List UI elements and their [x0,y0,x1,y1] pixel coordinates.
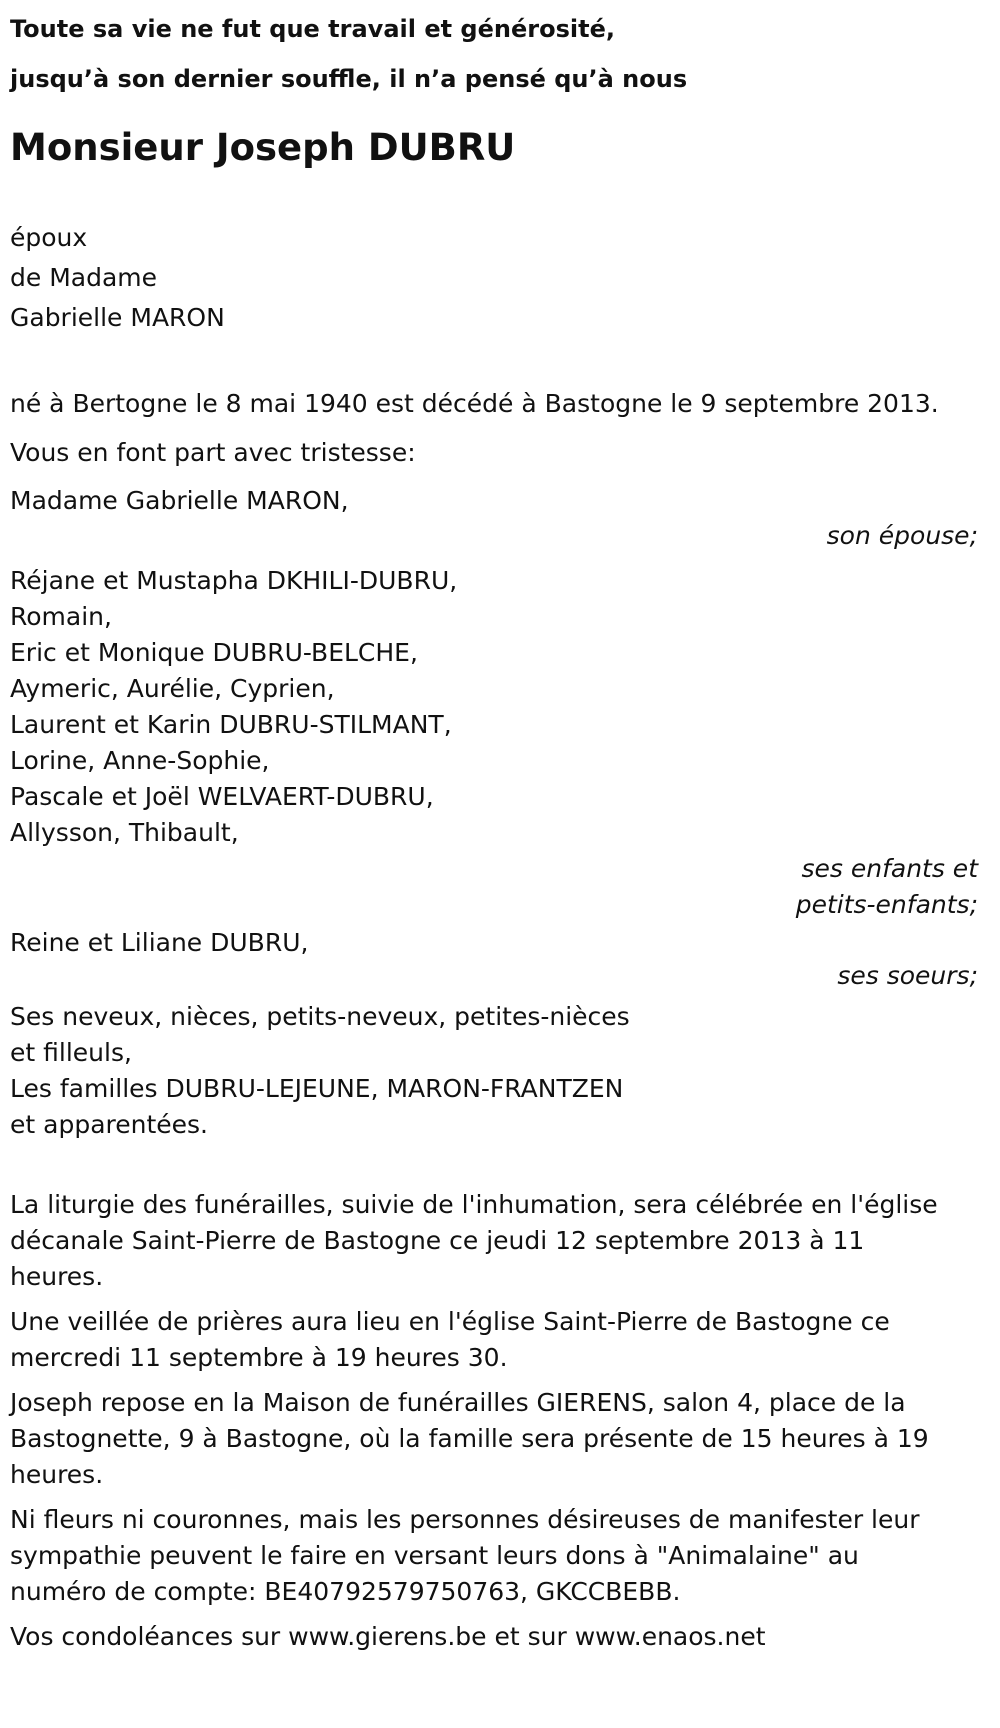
paragraph-funeral-home [10,1385,990,1493]
family-other-line: Les familles DUBRU-LEJEUNE, MARON-FRANTZEN [10,1074,624,1103]
spouse-line: Gabrielle MARON [10,303,225,332]
paragraph-condolences [10,1619,990,1655]
paragraph-line: Ni fleurs ni couronnes, mais les personnes désireuses de manifester leur [10,1505,920,1534]
paragraph-donations [10,1502,990,1610]
family-name-line: Madame Gabrielle MARON, [10,486,349,515]
family-group-soeurs [10,925,990,991]
birth-death-line: né à Bertogne le 8 mai 1940 est décédé à Bastogne le 9 septembre 2013. [10,389,939,418]
family-name-line: Eric et Monique DUBRU-BELCHE, [10,638,418,667]
spouse-block [10,218,990,338]
family-role: ses enfants et [801,854,978,883]
family-name-line: Réjane et Mustapha DKHILI-DUBRU, [10,566,458,595]
family-name-line: Allysson, Thibault, [10,818,239,847]
paragraph-line: sympathie peuvent le faire en versant leurs dons à "Animalaine" au [10,1541,859,1570]
family-other-line: Ses neveux, nièces, petits-neveux, petites-nièces [10,1002,630,1031]
paragraph-liturgy [10,1187,990,1295]
family-other-line: et apparentées. [10,1110,208,1139]
family-name-line: Romain, [10,602,112,631]
obituary-page [0,4,1000,1728]
paragraph-vigil [10,1304,990,1376]
paragraph-line: Vos condoléances sur www.gierens.be et sur www.enaos.net [10,1622,766,1651]
family-others [10,999,990,1143]
family-other-line: et filleuls, [10,1038,132,1067]
family-name-line: Aymeric, Aurélie, Cyprien, [10,674,335,703]
family-group-epouse [10,481,990,551]
family-role: ses soeurs; [837,961,978,990]
paragraph-line: décanale Saint-Pierre de Bastogne ce jeudi 12 septembre 2013 à 11 [10,1226,865,1255]
paragraph-line: numéro de compte: BE40792579750763, GKCCBEBB. [10,1577,681,1606]
family-name-line: Lorine, Anne-Sophie, [10,746,270,775]
family-name-line: Laurent et Karin DUBRU-STILMANT, [10,710,452,739]
family-group-enfants [10,563,990,923]
spouse-line: de Madame [10,263,158,292]
family-name-line: Pascale et Joël WELVAERT-DUBRU, [10,782,434,811]
family-role: son épouse; [826,521,978,550]
family-role: petits-enfants; [795,890,978,919]
paragraph-line: heures. [10,1262,104,1291]
paragraph-line: mercredi 11 septembre à 19 heures 30. [10,1343,508,1372]
epigraph-line: Toute sa vie ne fut que travail et générosité, [10,15,615,43]
paragraph-line: Bastognette, 9 à Bastogne, où la famille sera présente de 15 heures à 19 [10,1424,929,1453]
spouse-line: époux [10,223,88,252]
epigraph [10,4,990,104]
announcement-line: Vous en font part avec tristesse: [10,438,416,467]
paragraph-line: La liturgie des funérailles, suivie de l'inhumation, sera célébrée en l'église [10,1190,938,1219]
paragraph-line: Une veillée de prières aura lieu en l'église Saint-Pierre de Bastogne ce [10,1307,890,1336]
paragraph-line: Joseph repose en la Maison de funérailles GIERENS, salon 4, place de la [10,1388,906,1417]
epigraph-line: jusqu’à son dernier souffle, il n’a pensé qu’à nous [10,65,688,93]
deceased-name: Monsieur Joseph DUBRU [10,126,516,169]
family-name-line: Reine et Liliane DUBRU, [10,928,309,957]
paragraph-line: heures. [10,1460,104,1489]
